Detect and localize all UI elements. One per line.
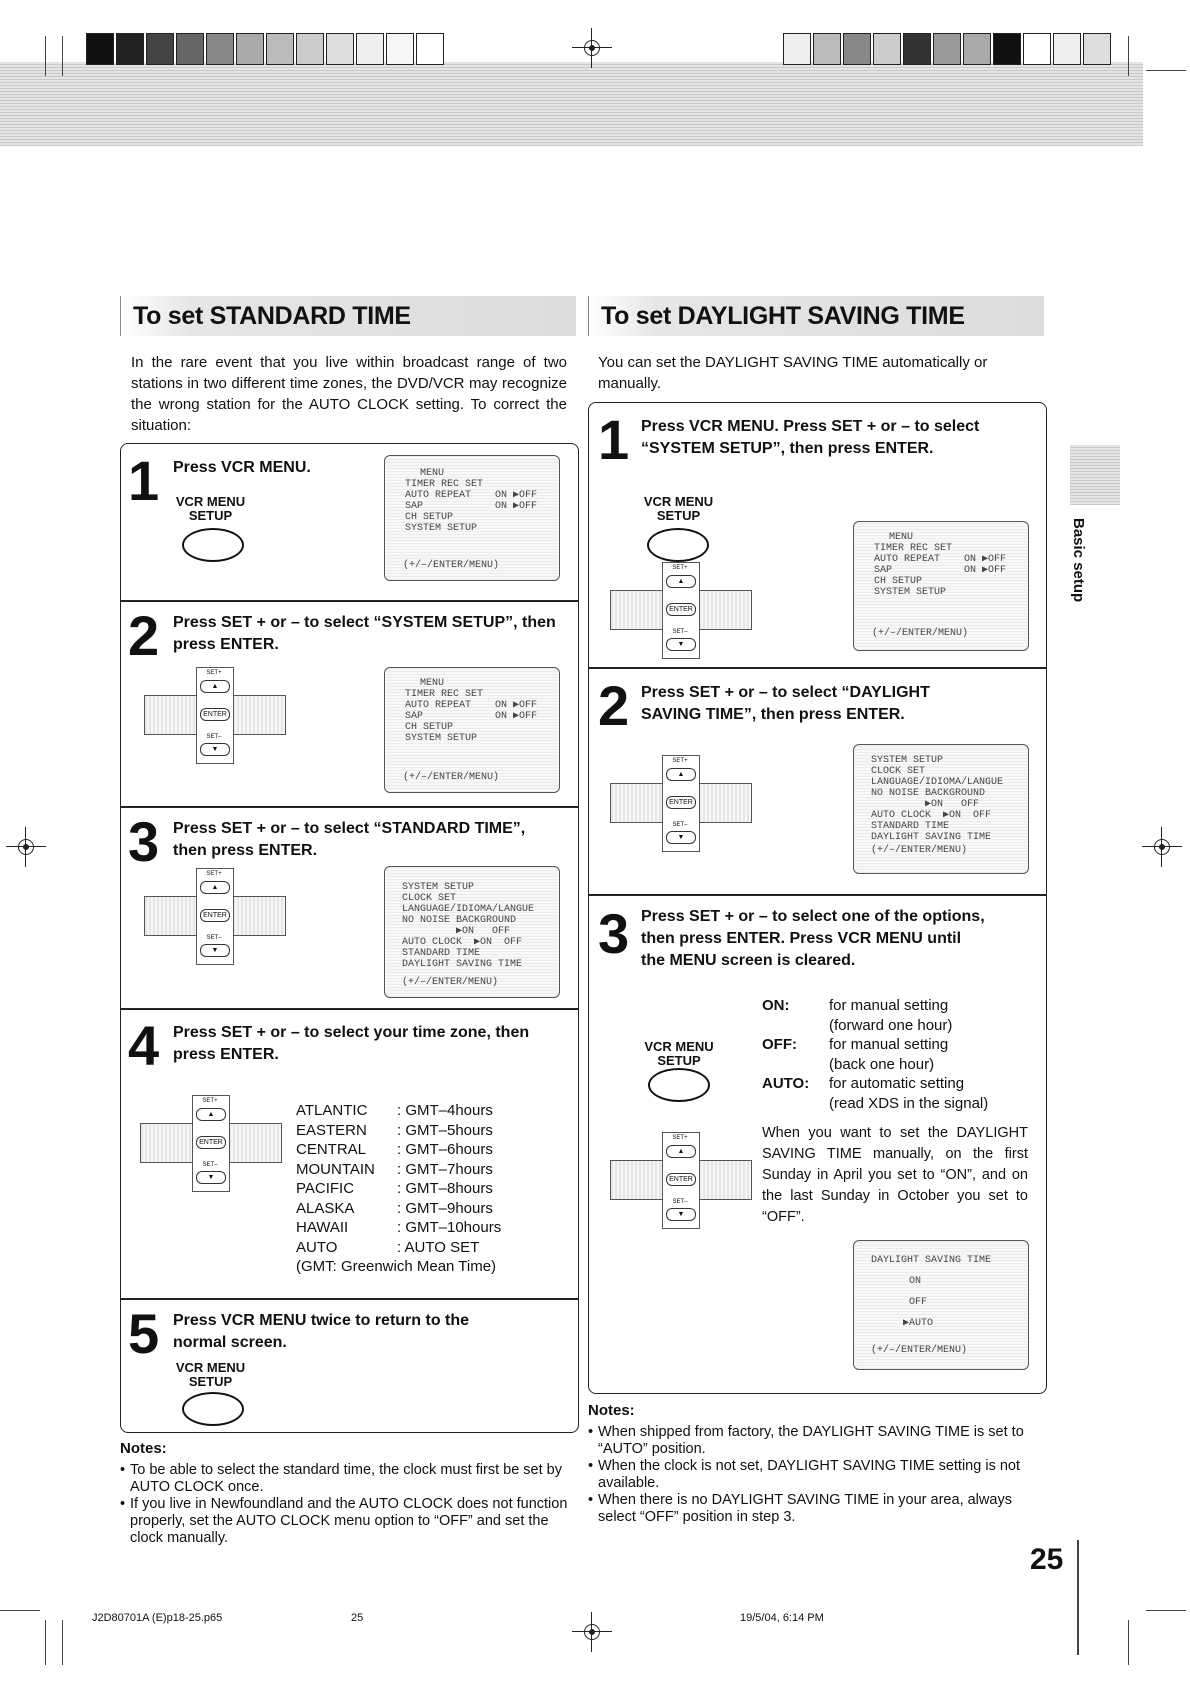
note-item: • When there is no DAYLIGHT SAVING TIME in your area, always select “OFF” position in step 3.: [588, 1492, 1048, 1526]
timezone-row: HAWAII : GMT–10hours: [296, 1219, 502, 1236]
remote-pad: SET+ ▲ ENTER SET– ▼: [610, 755, 750, 850]
vcr-menu-label: VCR MENU SETUP: [644, 1039, 714, 1068]
remote-pad: SET+ ▲ ENTER SET– ▼: [140, 1095, 280, 1190]
step-number: 1: [128, 449, 160, 512]
vcr-menu-label: VCR MENU SETUP: [175, 1360, 246, 1389]
remote-pad: SET+ ▲ ENTER SET– ▼: [144, 868, 284, 963]
step-divider: [120, 1008, 579, 1010]
option-row: AUTO: for automatic setting: [762, 1075, 965, 1092]
daylight-saving-heading: To set DAYLIGHT SAVING TIME: [588, 296, 1044, 336]
side-tab: [1070, 445, 1120, 505]
registration-mark-top: [580, 36, 604, 60]
daylight-saving-notes: [588, 1424, 1048, 1526]
page-number: 25: [1030, 1543, 1064, 1576]
crop-mark: [62, 36, 63, 76]
step-divider: [120, 806, 579, 808]
osd-system-setup-screen: SYSTEM SETUP CLOCK SET LANGUAGE/IDIOMA/LANGUE NO NOISE BACKGROUND ▶ON OFF AUTO CLOCK ▶ON OFF STANDARD TIME DAYLIGHT SAVING TIME (+/–/ENTER/MENU): [853, 744, 1029, 874]
crop-mark: [1128, 36, 1129, 76]
options-list: ON: for manual setting (forward one hour) OFF: for manual setting (back one hour) AUTO: for automatic setting (read XDS in the signal): [762, 997, 989, 1112]
step-text: Press SET + or – to select your time zone, then press ENTER.: [173, 1024, 530, 1063]
step-number: 2: [128, 604, 160, 667]
step-text: Press SET + or – to select one of the options, then press ENTER. Press VCR MENU until the MENU screen is cleared.: [641, 908, 985, 969]
osd-menu-screen: MENU TIMER REC SET AUTO REPEAT ON ▶OFF SAP ON ▶OFF CH SETUP SYSTEM SETUP (+/–/ENTER/MENU): [384, 455, 560, 581]
page-number-rule: [1077, 1540, 1079, 1655]
vcr-menu-button[interactable]: [647, 528, 709, 562]
osd-menu-screen: MENU TIMER REC SET AUTO REPEAT ON ▶OFF SAP ON ▶OFF CH SETUP SYSTEM SETUP (+/–/ENTER/MENU): [384, 667, 560, 793]
step-divider: [120, 600, 579, 602]
step-text: Press SET + or – to select “DAYLIGHT SAVING TIME”, then press ENTER.: [641, 684, 930, 723]
osd-menu-screen: MENU TIMER REC SET AUTO REPEAT ON ▶OFF SAP ON ▶OFF CH SETUP SYSTEM SETUP (+/–/ENTER/MENU): [853, 521, 1029, 651]
crop-mark: [1146, 70, 1186, 71]
registration-mark-right: [1150, 835, 1174, 859]
step-number: 2: [598, 674, 630, 737]
step-divider: [120, 1298, 579, 1300]
notes-title: Notes:: [588, 1402, 635, 1419]
timezone-row: ALASKA : GMT–9hours: [296, 1199, 493, 1217]
step-text: Press VCR MENU.: [173, 459, 311, 476]
footer-filename: J2D80701A (E)p18-25.p65: [92, 1612, 223, 1624]
daylight-saving-intro: You can set the DAYLIGHT SAVING TIME automatically or manually.: [598, 354, 988, 392]
timezone-row: PACIFIC : GMT–8hours: [296, 1180, 493, 1197]
note-item: • When shipped from factory, the DAYLIGHT SAVING TIME is set to “AUTO” position.: [588, 1424, 1048, 1458]
step-divider: [588, 894, 1047, 896]
standard-time-intro: In the rare event that you live within broadcast range of two stations in two different time zones, the DVD/VCR may recognize the wrong station for the AUTO CLOCK setting. To correct the situation:: [131, 354, 567, 434]
timezone-row: CENTRAL : GMT–6hours: [296, 1141, 493, 1158]
step-number: 3: [598, 902, 630, 965]
option-row: ON: for manual setting: [762, 997, 949, 1014]
note-item: • To be able to select the standard time, the clock must first be set by AUTO CLOCK once.: [120, 1462, 580, 1496]
remote-pad: SET+ ▲ ENTER SET– ▼: [610, 1132, 750, 1227]
timezone-row: ATLANTIC : GMT–4hours: [296, 1102, 493, 1119]
step-number: 1: [598, 408, 630, 471]
footer-page: 25: [351, 1612, 364, 1624]
step-text: Press VCR MENU. Press SET + or – to select “SYSTEM SETUP”, then press ENTER.: [641, 418, 980, 457]
step-text: Press SET + or – to select “STANDARD TIME”, then press ENTER.: [173, 820, 526, 859]
timezone-row: MOUNTAIN : GMT–7hours: [296, 1160, 493, 1178]
step-text: Press VCR MENU twice to return to the normal screen.: [173, 1312, 470, 1351]
crop-mark: [0, 1610, 40, 1611]
vcr-menu-button[interactable]: [182, 1392, 244, 1426]
crop-mark: [62, 1620, 63, 1665]
notes-title: Notes:: [120, 1440, 167, 1457]
step-divider: [588, 667, 1047, 669]
color-bar-left: [86, 33, 446, 65]
timezone-list: [296, 1101, 501, 1277]
vcr-menu-button[interactable]: [182, 528, 244, 562]
crop-mark: [45, 36, 46, 76]
step-number: 5: [128, 1302, 160, 1365]
color-bar-right: [783, 33, 1113, 65]
osd-system-setup-screen: SYSTEM SETUP CLOCK SET LANGUAGE/IDIOMA/LANGUE NO NOISE BACKGROUND ▶ON OFF AUTO CLOCK ▶ON OFF STANDARD TIME DAYLIGHT SAVING TIME (+/–/ENTER/MENU): [384, 866, 560, 998]
osd-daylight-saving-screen: DAYLIGHT SAVING TIME ON OFF ▶AUTO (+/–/ENTER/MENU): [853, 1240, 1029, 1370]
vcr-menu-button[interactable]: [648, 1068, 710, 1102]
note-item: • When the clock is not set, DAYLIGHT SAVING TIME setting is not available.: [588, 1458, 1048, 1492]
step-text: Press SET + or – to select “SYSTEM SETUP”, then press ENTER.: [173, 614, 556, 653]
side-tab-label: Basic setup: [1070, 518, 1087, 603]
registration-mark-bottom: [580, 1620, 604, 1644]
header-band: [0, 62, 1143, 146]
registration-mark-left: [14, 835, 38, 859]
timezone-row: EASTERN : GMT–5hours: [296, 1121, 493, 1139]
step-number: 3: [128, 810, 160, 873]
note-item: • If you live in Newfoundland and the AUTO CLOCK does not function properly, set the AUTO CLOCK menu option to “OFF” and set the clock manually.: [120, 1496, 580, 1547]
remote-pad: SET+ ▲ ENTER SET– ▼: [610, 562, 750, 657]
vcr-menu-label: VCR MENU SETUP: [175, 494, 246, 523]
remote-pad: SET+ ▲ ENTER SET– ▼: [144, 667, 284, 762]
footer-date: 19/5/04, 6:14 PM: [740, 1612, 824, 1624]
timezone-row: AUTO : AUTO SET: [296, 1238, 480, 1256]
step-number: 4: [128, 1014, 160, 1077]
manual-setting-text: When you want to set the DAYLIGHT SAVING TIME manually, on the first Sunday in April you set to “ON”, and on the last Sunday in October you set to “OFF”.: [762, 1125, 1028, 1225]
crop-mark: [45, 1620, 46, 1665]
crop-mark: [1146, 1610, 1186, 1611]
standard-time-notes: [120, 1462, 580, 1547]
standard-time-heading: To set STANDARD TIME: [120, 296, 576, 336]
crop-mark: [1128, 1620, 1129, 1665]
option-row: OFF: for manual setting: [762, 1036, 949, 1053]
vcr-menu-label: VCR MENU SETUP: [643, 494, 714, 523]
gmt-note: (GMT: Greenwich Mean Time): [296, 1258, 497, 1275]
